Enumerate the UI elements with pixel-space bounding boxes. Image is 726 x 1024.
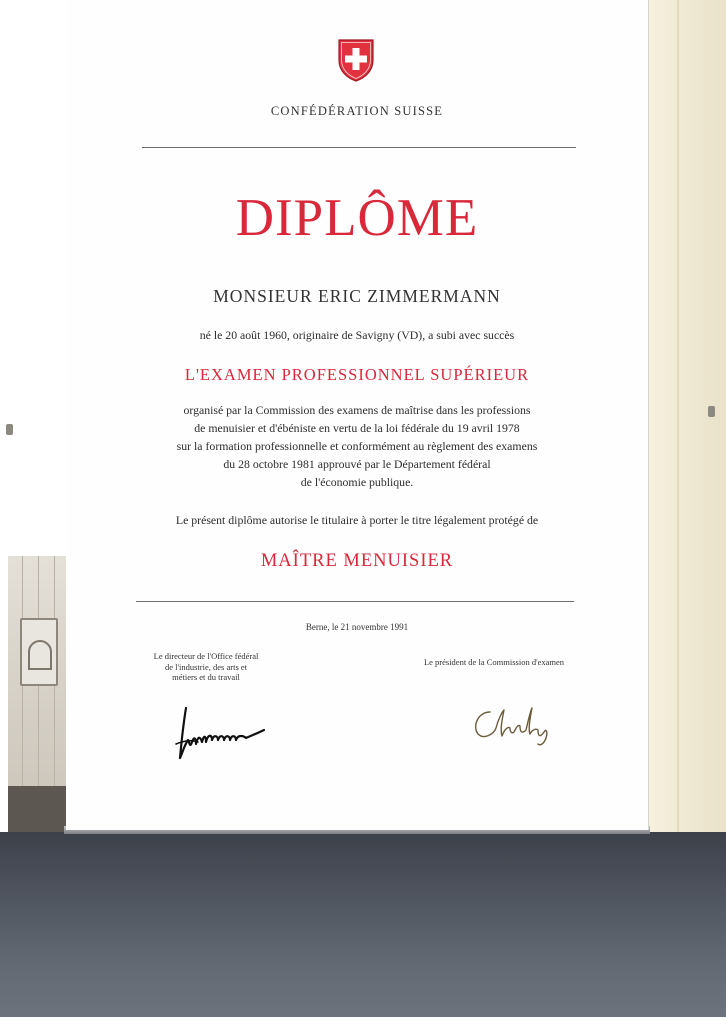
- frame-clip: [6, 424, 13, 435]
- diploma-sheet: [66, 0, 649, 830]
- issuer-header: CONFÉDÉRATION SUISSE: [270, 104, 444, 118]
- body-line: organisé par la Commission des examens de maîtrise dans les professions: [183, 403, 531, 417]
- scan-background: [0, 832, 726, 1024]
- frame-clip: [708, 406, 715, 417]
- recipient-name: MONSIEUR ERIC ZIMMERMANN: [213, 286, 501, 306]
- signatory-left: Le directeur de l'Office fédéral de l'industrie, des arts et métiers et du travail: [153, 651, 259, 682]
- divider-top: [142, 147, 576, 148]
- place-date: Berne, le 21 novembre 1991: [305, 622, 409, 632]
- swiss-cross-shield-icon: [336, 38, 376, 82]
- divider-bottom: [136, 601, 574, 602]
- body-line: de l'économie publique.: [300, 475, 414, 489]
- body-line: de menuisier et d'ébéniste en vertu de la loi fédérale du 19 avril 1978: [194, 421, 520, 435]
- birth-line: né le 20 août 1960, originaire de Savigny (VD), a subi avec succès: [199, 328, 515, 342]
- signature-right: [468, 702, 554, 748]
- diploma-title: DIPLÔME: [235, 189, 479, 247]
- body-line: du 28 octobre 1981 approuvé par le Département fédéral: [223, 457, 491, 471]
- window-icon: [20, 618, 58, 686]
- degree-title: MAÎTRE MENUISIER: [260, 551, 454, 571]
- body-line: sur la formation professionnelle et conformément au règlement des examens: [176, 439, 538, 453]
- exam-title: L'EXAMEN PROFESSIONNEL SUPÉRIEUR: [184, 365, 530, 384]
- authorization-line: Le présent diplôme autorise le titulaire à porter le titre légalement protégé de: [175, 513, 539, 527]
- background-photo: [8, 556, 66, 832]
- signature-left: [172, 700, 276, 764]
- signatory-right: Le président de la Commission d'examen: [423, 657, 565, 667]
